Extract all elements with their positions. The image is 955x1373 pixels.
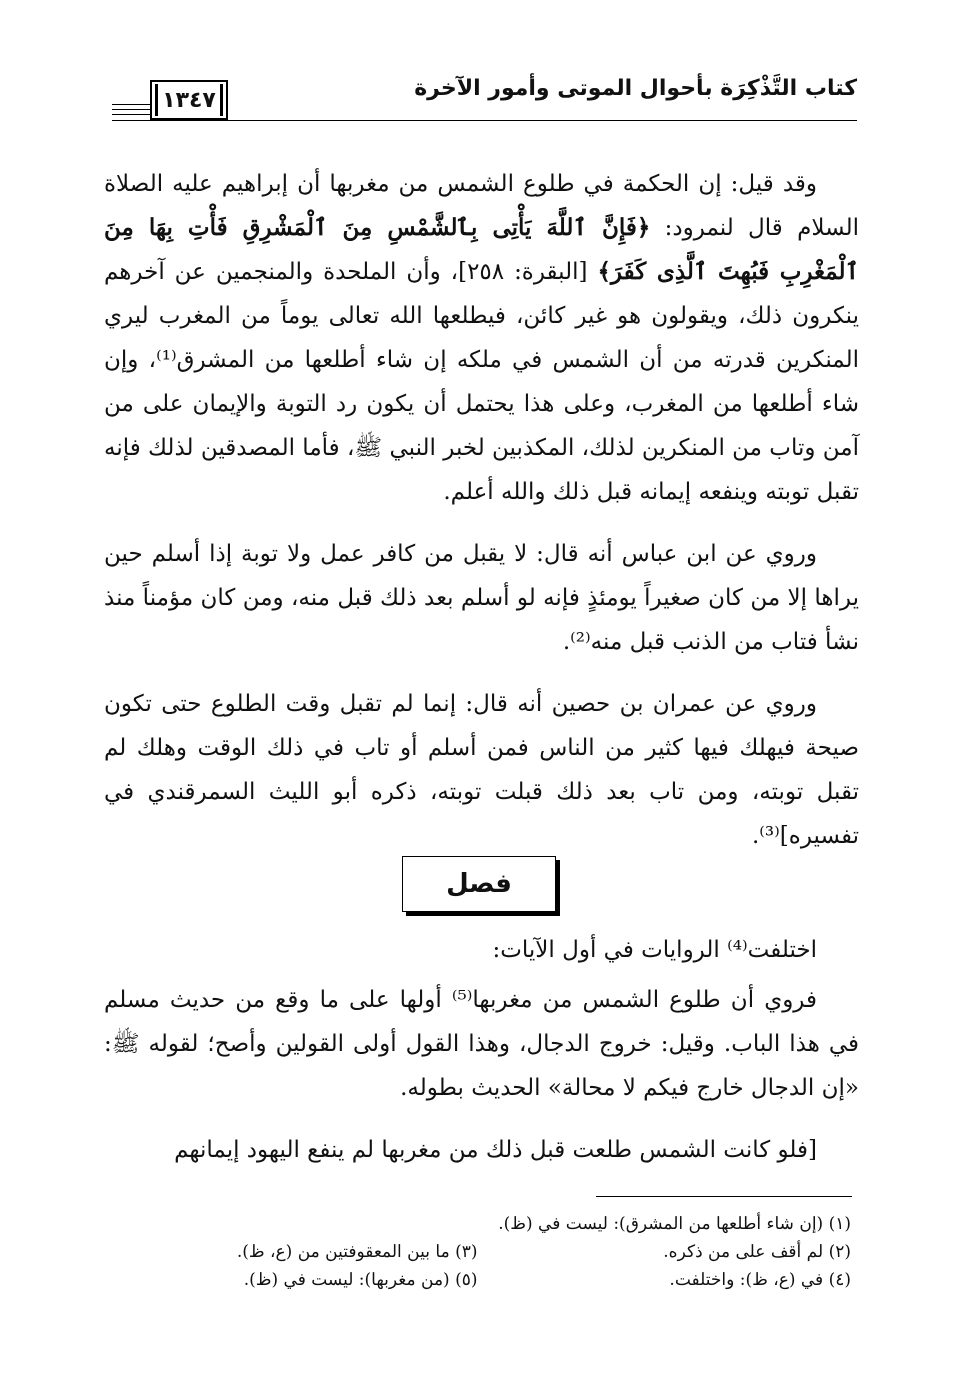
footnote-5: (٥) (من مغربها): ليست في (ظ). [243,1270,478,1290]
footnote-3: (٣) ما بين المعقوفتين من (ع، ظ). [236,1242,478,1262]
paragraph-3: وروي عن عمران بن حصين أنه قال: إنما لم تقبل وقت الطلوع حتى تكون صيحة فيهلك فيها كثير من الناس فمن أسلم أو تاب في ذلك الوقت وهلك لم تقبل توبته، ومن تاب بعد ذلك قبلت توبته، ذكره أبو الليث السمرقندي في تفسيره]⁽³⁾. [104,691,859,849]
main-text-top [104,162,859,876]
book-title: كتاب التَّذْكِرَة بأحوال الموتى وأمور الآخرة [414,76,857,101]
page-header [112,66,857,122]
header-ornament-lines [112,104,150,114]
paragraph-2: وروي عن ابن عباس أنه قال: لا يقبل من كافر عمل ولا توبة إذا أسلم حين يراها إلا من كان صغيراً يومئذٍ فإنه لو أسلم بعد ذلك قبل منه، ومن كان مؤمناً منذ نشأ فتاب من الذنب قبل منه⁽²⁾. [104,541,859,655]
header-rule [112,120,857,121]
section-heading-box [402,856,556,912]
footnote-4: (٤) في (ع، ظ): واختلفت. [669,1270,851,1290]
footnote-1: (١) (إن شاء أطلعها من المشرق): ليست في (ظ). [498,1214,851,1234]
paragraph-4: اختلفت⁽⁴⁾ الروايات في أول الآيات: [492,937,817,963]
quran-verse: ﴿فَإِنَّ ٱللَّهَ يَأْتِى بِٱلشَّمْسِ مِنَ ٱلْمَشْرِقِ فَأْتِ بِهَا مِنَ ٱلْمَغْرِبِ فَبُهِتَ ٱلَّذِى كَفَرَ﴾ [104,214,859,285]
paragraph-6: [فلو كانت الشمس طلعت قبل ذلك من مغربها لم ينفع اليهود إيمانهم [174,1137,817,1163]
paragraph-1-rest: [البقرة: ٢٥٨]، وأن الملحدة والمنجمين عن آخرهم ينكرون ذلك، ويقولون هو غير كائن، فيطلعها الله تعالى يوماً من المغرب ليري المنكرين قدرته من أن الشمس في ملكه إن شاء أطلعها من المشرق⁽¹⁾، وإن شاء أطلعها من المغرب، وعلى هذا يحتمل أن يكون رد التوبة والإيمان على من آمن وتاب من المنكرين لذلك، المكذبين لخبر النبي ﷺ، فأما المصدقين لذلك فإنه تقبل توبته وينفعه إيمانه قبل ذلك والله أعلم. [104,259,859,505]
section-heading: فصل [446,869,512,899]
footnote-2: (٢) لم أقف على من ذكره. [663,1242,851,1262]
paragraph-5: فروي أن طلوع الشمس من مغربها⁽⁵⁾ أولها على ما وقع من حديث مسلم في هذا الباب. وقيل: خروج الدجال، وهذا القول أولى القولين وأصح؛ لقوله ﷺ: «إن الدجال خارج فيكم لا محالة» الحديث بطوله. [104,987,859,1101]
footnotes [104,1210,851,1294]
paragraph-1-intro: وقد قيل: إن الحكمة في طلوع الشمس من مغربها أن إبراهيم عليه الصلاة السلام قال لنمرود: [104,171,859,241]
page-number: ١٣٤٧ [150,80,228,120]
footnote-rule [596,1196,852,1197]
paragraph-1 [104,162,859,514]
main-text-bottom [104,928,859,1190]
